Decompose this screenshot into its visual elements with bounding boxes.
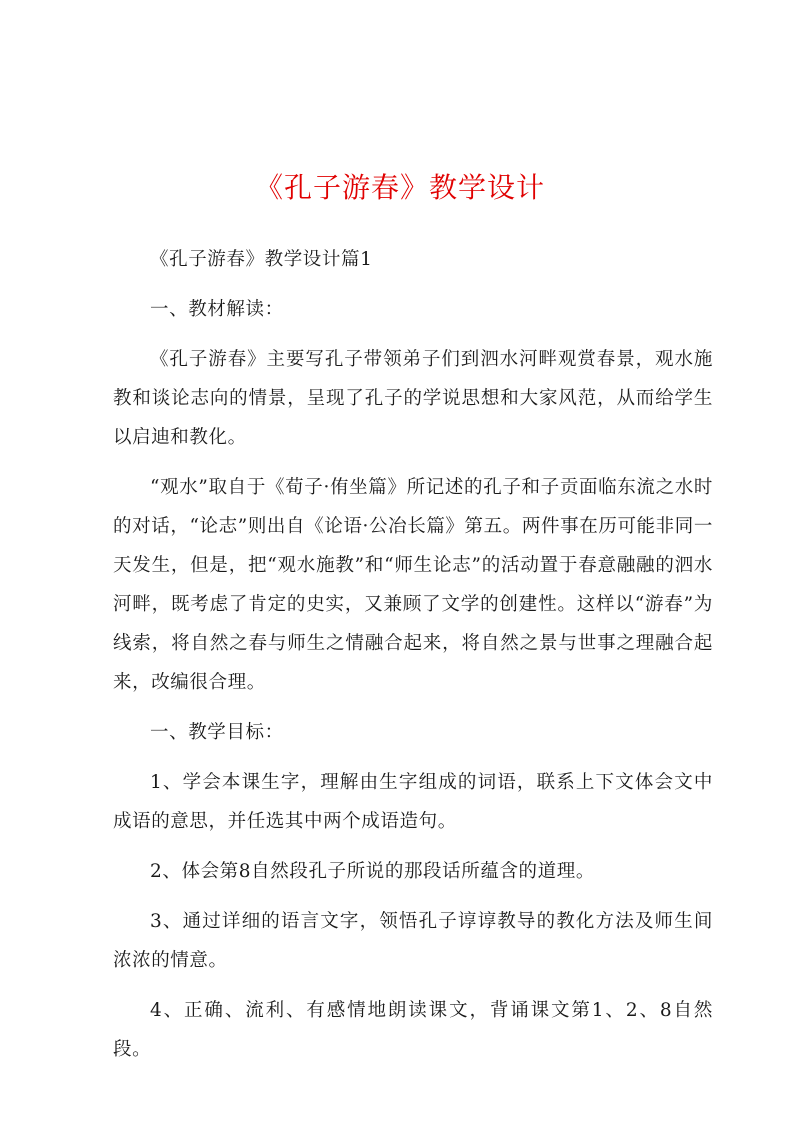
section-heading: 《孔子游春》教学设计篇1: [150, 249, 373, 270]
body-paragraph: “观水”取自于《荀子·侑坐篇》所记述的孔子和子贡面临东流之水时的对话，“论志”则出自《论语·公冶长篇》第五。两件事在历可能非同一天发生，但是，把“观水施教”和“师生论志”的活动置于春意融融的泗水河畔，既考虑了肯定的史实，又兼顾了文学的创建性。这样以“游春”为线索，将自然之春与师生之情融合起来，将自然之景与世事之理融合起来，改编很合理。: [113, 477, 713, 693]
subsection-heading: 一、教学目标：: [150, 722, 284, 743]
body-paragraph: 《孔子游春》主要写孔子带领弟子们到泗水河畔观赏春景，观水施教和谈论志向的情景，呈现了孔子的学说思想和大家风范，从而给学生以启迪和教化。: [113, 349, 713, 448]
document-body: [113, 240, 713, 1080]
list-item: 2、体会第8自然段孔子所说的那段话所蕴含的道理。: [150, 861, 595, 882]
list-item: 4、正确、流利、有感情地朗读课文，背诵课文第1、2、8自然段。: [113, 1000, 713, 1060]
subsection-heading: 一、教材解读：: [150, 299, 284, 320]
document-title: 《孔子游春》教学设计: [254, 171, 545, 204]
list-item: 3、通过详细的语言文字，领悟孔子谆谆教导的教化方法及师生间浓浓的情意。: [113, 911, 713, 971]
list-item: 1、学会本课生字，理解由生字组成的词语，联系上下文体会文中成语的意思，并任选其中两个成语造句。: [113, 772, 713, 832]
